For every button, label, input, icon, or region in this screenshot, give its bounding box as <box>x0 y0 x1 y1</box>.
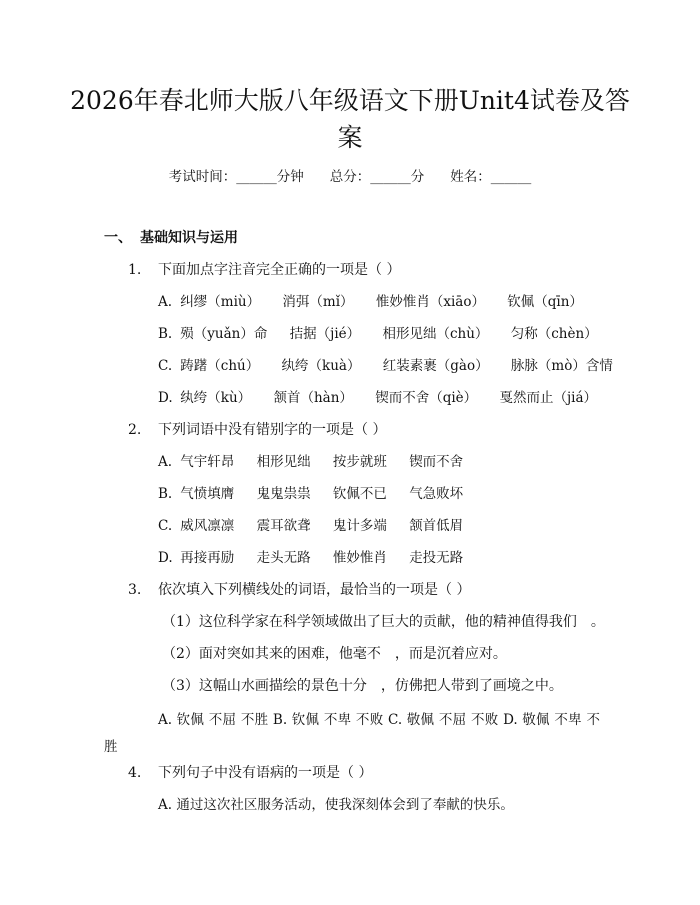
option-label: C. <box>158 358 173 374</box>
option-item: 纨绔（kù） <box>180 390 252 406</box>
option-item: 殒（yuǎn）命 <box>180 326 268 342</box>
q2-option-c <box>158 516 481 536</box>
q4-option-a: A. 通过这次社区服务活动，使我深刻体会到了奉献的快乐。 <box>158 797 514 813</box>
q1-option-c <box>158 356 631 376</box>
page-title: 2026年春北师大版八年级语文下册Unit4试卷及答案 <box>70 86 630 152</box>
exam-time: 考试时间：______分钟 <box>168 169 304 185</box>
option-item: 鬼鬼祟祟 <box>256 486 311 502</box>
section-heading <box>104 227 238 247</box>
question-stem: 下列词语中没有错别字的一项是（ ） <box>158 422 387 438</box>
q3-sub-2: （2）面对突如其来的困难，他毫不 ，而是沉着应对。 <box>162 646 507 662</box>
question-stem: 依次填入下列横线处的词语，最恰当的一项是（ ） <box>158 582 471 598</box>
option-item: 震耳欲聋 <box>256 518 311 534</box>
question-number: 4. <box>128 765 142 781</box>
q2-option-b <box>158 484 481 504</box>
option-item: 气宇轩昂 <box>180 454 235 470</box>
option-item: 颔首（hàn） <box>273 390 353 406</box>
option-item: 颔首低眉 <box>409 518 464 534</box>
option-item: 按步就班 <box>332 454 387 470</box>
option-item: 钦佩（qīn） <box>507 294 583 310</box>
option-item: 纨绔（kuà） <box>281 358 361 374</box>
q3-options: A. 钦佩 不屈 不胜 B. 钦佩 不卑 不败 C. 敬佩 不屈 不败 D. 敬佩 不卑 不胜 <box>104 712 600 755</box>
question-2 <box>128 420 386 440</box>
question-1 <box>128 260 400 280</box>
question-number: 2. <box>128 422 142 438</box>
q1-option-d <box>158 388 615 408</box>
option-item: 踌躇（chú） <box>180 358 260 374</box>
option-item: 惟妙惟肖（xiāo） <box>375 294 485 310</box>
option-item: 鬼计多端 <box>332 518 387 534</box>
exam-score: 总分：______分 <box>329 169 425 185</box>
question-number: 3. <box>128 582 142 598</box>
option-item: 再接再励 <box>180 550 235 566</box>
option-item: 气急败坏 <box>409 486 464 502</box>
option-item: 锲而不舍（qiè） <box>375 390 478 406</box>
option-label: A. <box>158 454 173 470</box>
option-item: 惟妙惟肖 <box>332 550 387 566</box>
option-item: 脉脉（mò）含情 <box>510 358 613 374</box>
option-item: 红装素裹（gào） <box>382 358 489 374</box>
option-item: 相形见绌（chù） <box>382 326 489 342</box>
option-label: C. <box>158 518 173 534</box>
exam-name: 姓名：______ <box>450 169 532 185</box>
option-item: 纠缪（miù） <box>180 294 261 310</box>
option-item: 气愤填膺 <box>180 486 235 502</box>
option-item: 走头无路 <box>256 550 311 566</box>
option-item: 戛然而止（jiá） <box>499 390 598 406</box>
option-item: 拮据（jié） <box>289 326 361 342</box>
question-stem: 下面加点字注音完全正确的一项是（ ） <box>158 262 401 278</box>
section-title-text: 基础知识与运用 <box>140 230 238 246</box>
option-label: D. <box>158 550 173 566</box>
q1-option-b <box>158 324 616 344</box>
question-stem: 下列句子中没有语病的一项是（ ） <box>158 765 373 781</box>
exam-info <box>0 167 700 187</box>
option-item: 消弭（mǐ） <box>282 294 354 310</box>
option-label: D. <box>158 390 173 406</box>
option-label: B. <box>158 486 173 502</box>
option-label: A. <box>158 294 173 310</box>
option-item: 走投无路 <box>409 550 464 566</box>
q2-option-a <box>158 452 481 472</box>
q2-option-d <box>158 548 481 568</box>
option-item: 钦佩不已 <box>332 486 387 502</box>
option-item: 威风凛凛 <box>180 518 235 534</box>
q1-option-a <box>158 292 601 312</box>
question-number: 1. <box>128 262 142 278</box>
q3-sub-1: （1）这位科学家在科学领域做出了巨大的贡献，他的精神值得我们 。 <box>162 614 605 630</box>
option-item: 相形见绌 <box>256 454 311 470</box>
question-4 <box>128 763 372 783</box>
option-item: 锲而不舍 <box>409 454 464 470</box>
option-label: B. <box>158 326 173 342</box>
section-number: 一、 <box>104 230 132 246</box>
q3-sub-3: （3）这幅山水画描绘的景色十分 ，仿佛把人带到了画境之中。 <box>162 678 563 694</box>
question-3 <box>128 580 470 600</box>
option-item: 匀称（chèn） <box>510 326 598 342</box>
